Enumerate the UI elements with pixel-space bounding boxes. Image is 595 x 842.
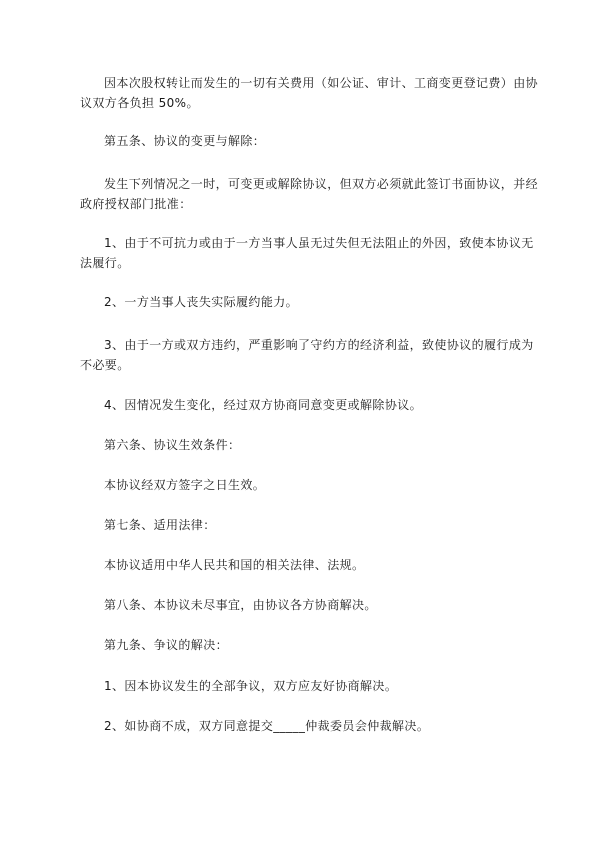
article-5-heading bbox=[80, 131, 548, 151]
heading-text: 第九条、争议的解决： bbox=[104, 638, 229, 652]
heading-text: 第七条、适用法律： bbox=[104, 518, 216, 532]
paragraph-line: 议双方各负担 50%。 bbox=[80, 96, 199, 110]
list-item-1 bbox=[80, 233, 534, 273]
paragraph-fees bbox=[80, 73, 539, 113]
paragraph-line: 政府授权部门批准： bbox=[80, 197, 192, 211]
paragraph-line: 法履行。 bbox=[80, 256, 130, 270]
dispute-item-1 bbox=[80, 676, 548, 696]
paragraph-change-conditions bbox=[80, 174, 539, 214]
paragraph-line: 2、如协商不成，双方同意提交_____仲裁委员会仲裁解决。 bbox=[104, 719, 430, 733]
paragraph-line: 4、因情况发生变化，经过双方协商同意变更或解除协议。 bbox=[104, 398, 423, 412]
paragraph-line: 1、因本协议发生的全部争议，双方应友好协商解决。 bbox=[104, 679, 398, 693]
heading-text: 第八条、本协议未尽事宜，由协议各方协商解决。 bbox=[104, 598, 377, 612]
article-6-heading bbox=[80, 435, 548, 455]
paragraph-line: 本协议适用中华人民共和国的相关法律、法规。 bbox=[104, 558, 365, 572]
paragraph-line: 不必要。 bbox=[80, 358, 130, 372]
list-item-3 bbox=[80, 335, 534, 375]
paragraph-line: 发生下列情况之一时，可变更或解除协议，但双方必须就此签订书面协议，并经 bbox=[104, 177, 539, 191]
paragraph-effective bbox=[80, 475, 548, 495]
paragraph-line: 因本次股权转让而发生的一切有关费用（如公证、审计、工商变更登记费）由协 bbox=[104, 76, 539, 90]
paragraph-line: 本协议经双方签字之日生效。 bbox=[104, 478, 266, 492]
heading-text: 第五条、协议的变更与解除： bbox=[104, 134, 266, 148]
paragraph-line: 3、由于一方或双方违约，严重影响了守约方的经济利益，致使协议的履行成为 bbox=[104, 338, 534, 352]
article-7-heading bbox=[80, 515, 548, 535]
list-item-2 bbox=[80, 292, 548, 312]
article-9-heading bbox=[80, 635, 548, 655]
paragraph-line: 1、由于不可抗力或由于一方当事人虽无过失但无法阻止的外因，致使本协议无 bbox=[104, 236, 534, 250]
list-item-4 bbox=[80, 395, 548, 415]
dispute-item-2 bbox=[80, 716, 548, 736]
paragraph-line: 2、一方当事人丧失实际履约能力。 bbox=[104, 295, 299, 309]
heading-text: 第六条、协议生效条件： bbox=[104, 438, 241, 452]
paragraph-applicable-law bbox=[80, 555, 548, 575]
article-8-heading bbox=[80, 595, 548, 615]
